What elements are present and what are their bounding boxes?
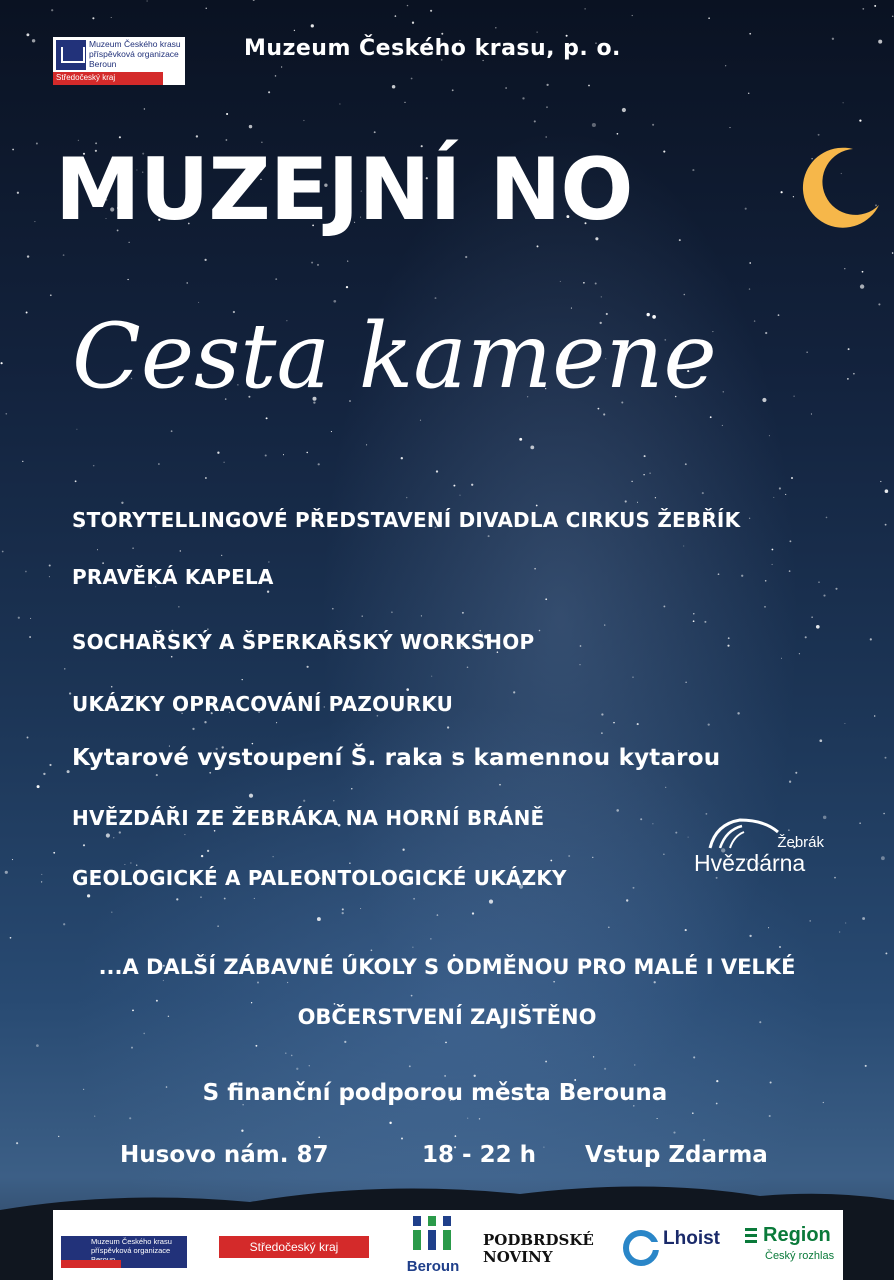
crescent-moon-icon	[793, 143, 883, 233]
museum-building-icon	[56, 40, 86, 70]
extra-note: ...A DALŠÍ ZÁBAVNÉ ÚKOLY S ODMĚNOU PRO MALÉ I VELKÉ	[98, 955, 796, 979]
beroun-emblem-icon	[407, 1214, 457, 1254]
sponsor-museum-logo	[61, 1236, 187, 1268]
logo-line: příspěvková organizace	[89, 49, 179, 59]
event-title: MUZEJNÍ NO	[55, 140, 633, 240]
observatory-dome-icon	[704, 816, 784, 850]
event-address: Husovo nám. 87	[120, 1142, 329, 1168]
podbrdske-line: PODBRDSKÉ	[483, 1231, 594, 1249]
activity-item: PRAVĚKÁ KAPELA	[72, 565, 274, 589]
activity-item: HVĚZDÁŘI ZE ŽEBRÁKA NA HORNÍ BRÁNĚ	[72, 806, 545, 830]
logo-line: Beroun	[89, 59, 117, 69]
sponsor-region-text: Region	[763, 1224, 831, 1246]
activity-item: STORYTELLINGOVÉ PŘEDSTAVENÍ DIVADLA CIRKUS ŽEBŘÍK	[72, 508, 741, 532]
organization-name: Muzeum Českého krasu, p. o.	[244, 36, 621, 61]
sponsor-region-logo	[741, 1224, 841, 1274]
sponsor-museum-line: Muzeum Českého krasu	[91, 1237, 172, 1246]
logo-band	[53, 72, 163, 85]
sponsor-beroun-logo	[395, 1214, 471, 1278]
activity-item: Kytarové vystoupení Š. raka s kamennou kytarou	[72, 745, 721, 771]
logo-band-text: Středočeský kraj	[56, 73, 116, 82]
region-equals-icon	[745, 1228, 757, 1246]
observatory-logo-small: Žebrák	[777, 834, 824, 851]
logo-line: Muzeum Českého krasu	[89, 39, 181, 49]
event-entry: Vstup Zdarma	[585, 1142, 768, 1168]
sponsor-region-sub: Český rozhlas	[765, 1250, 835, 1262]
activity-item: GEOLOGICKÉ A PALEONTOLOGICKÉ UKÁZKY	[72, 866, 567, 890]
activity-item: SOCHAŘSKÝ A ŠPERKAŘSKÝ WORKSHOP	[72, 630, 535, 654]
event-time: 18 - 22 h	[422, 1142, 536, 1168]
sponsor-museum-band	[61, 1260, 121, 1268]
sponsor-podbrdske-logo	[483, 1232, 618, 1266]
observatory-logo-big: Hvězdárna	[694, 850, 806, 876]
sponsor-bar	[53, 1210, 843, 1280]
sponsor-kraj-logo: Středočeský kraj	[219, 1236, 369, 1258]
museum-logo	[53, 37, 185, 85]
podbrdske-line: NOVINY	[483, 1248, 553, 1266]
sponsor-museum-line: příspěvková organizace	[91, 1246, 171, 1255]
observatory-logo	[694, 816, 830, 878]
sponsor-lhoist-text: Lhoist	[663, 1228, 720, 1249]
support-note: S finanční podporou města Berouna	[202, 1080, 668, 1106]
activity-item: UKÁZKY OPRACOVÁNÍ PAZOURKU	[72, 692, 454, 716]
sponsor-lhoist-logo	[619, 1224, 729, 1268]
event-subtitle: Cesta kamene	[72, 304, 717, 409]
sponsor-beroun-text: Beroun	[406, 1258, 460, 1275]
lhoist-swirl-icon	[621, 1226, 661, 1266]
refreshments-note: OBČERSTVENÍ ZAJIŠTĚNO	[297, 1005, 597, 1029]
